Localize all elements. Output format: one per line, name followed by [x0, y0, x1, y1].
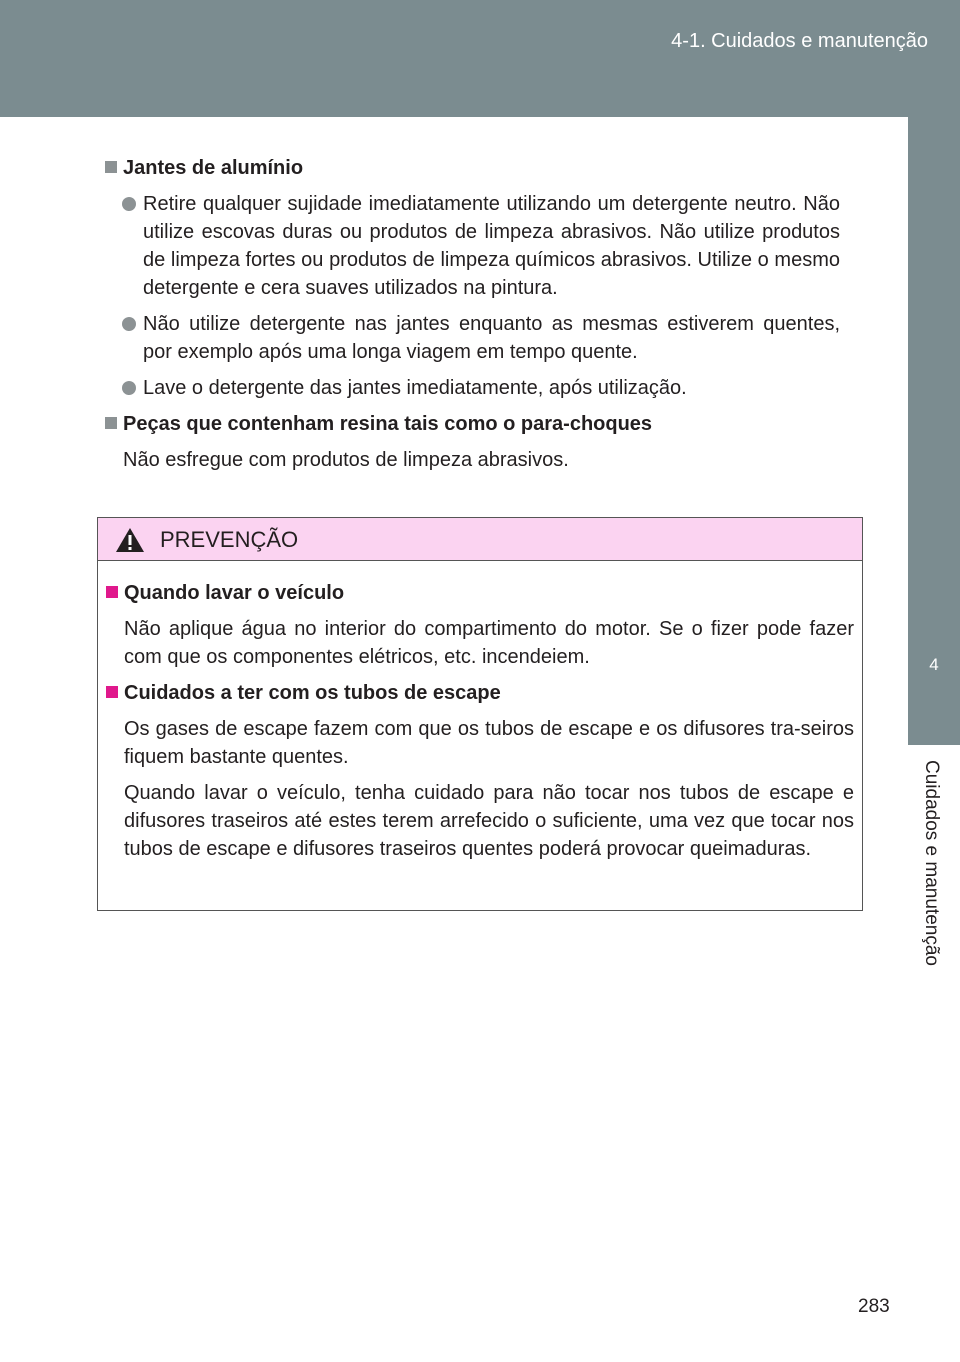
round-bullet-icon	[122, 197, 136, 211]
page-number: 283	[858, 1296, 890, 1317]
warning-body	[98, 561, 862, 863]
list-item: Retire qualquer sujidade imediatamente utilizando um detergente neutro. Não utilize escovas duras ou produtos de limpeza abrasivos. Não utilize produtos de limpeza fortes ou produtos de limpeza químicos abrasivos. Utilize o mesmo detergente e cera suaves utilizados na pintura.	[105, 190, 840, 302]
square-bullet-icon	[106, 686, 118, 698]
square-bullet-icon	[105, 161, 117, 173]
chapter-number: 4	[929, 655, 939, 674]
main-content	[105, 154, 840, 482]
section-title: 4-1. Cuidados e manutenção	[671, 30, 928, 52]
pecas-text: Não esfregue com produtos de limpeza abrasivos.	[123, 449, 569, 471]
chapter-tab	[908, 117, 960, 745]
page-header	[0, 0, 960, 117]
warning-heading-1: Quando lavar o veículo	[106, 579, 854, 607]
list-item: Lave o detergente das jantes imediatamente, após utilização.	[105, 374, 840, 402]
warning-box	[97, 517, 863, 911]
warning-title: PREVENÇÃO	[160, 527, 299, 552]
jantes-heading: Jantes de alumínio	[105, 154, 840, 182]
warning-header	[98, 518, 862, 561]
warning-heading-2: Cuidados a ter com os tubos de escape	[106, 679, 854, 707]
warning-triangle-icon	[115, 527, 145, 553]
square-bullet-icon	[105, 417, 117, 429]
round-bullet-icon	[122, 317, 136, 331]
round-bullet-icon	[122, 381, 136, 395]
warning-paragraph: Os gases de escape fazem com que os tubos de escape e os difusores tra-seiros fiquem bastante quentes.	[124, 718, 854, 768]
warning-paragraph: Não aplique água no interior do compartimento do motor. Se o fizer pode fazer com que os componentes elétricos, etc. incendeiem.	[124, 618, 854, 668]
pecas-heading: Peças que contenham resina tais como o para-choques	[105, 410, 840, 438]
warning-paragraph: Quando lavar o veículo, tenha cuidado para não tocar nos tubos de escape e difusores traseiros até estes terem arrefecido o suficiente, uma vez que tocar nos tubos de escape e difusores traseiros quentes poderá provocar queimaduras.	[124, 782, 854, 860]
square-bullet-icon	[106, 586, 118, 598]
chapter-label: Cuidados e manutenção	[921, 760, 942, 966]
list-item: Não utilize detergente nas jantes enquanto as mesmas estiverem quentes, por exemplo após uma longa viagem em tempo quente.	[105, 310, 840, 366]
